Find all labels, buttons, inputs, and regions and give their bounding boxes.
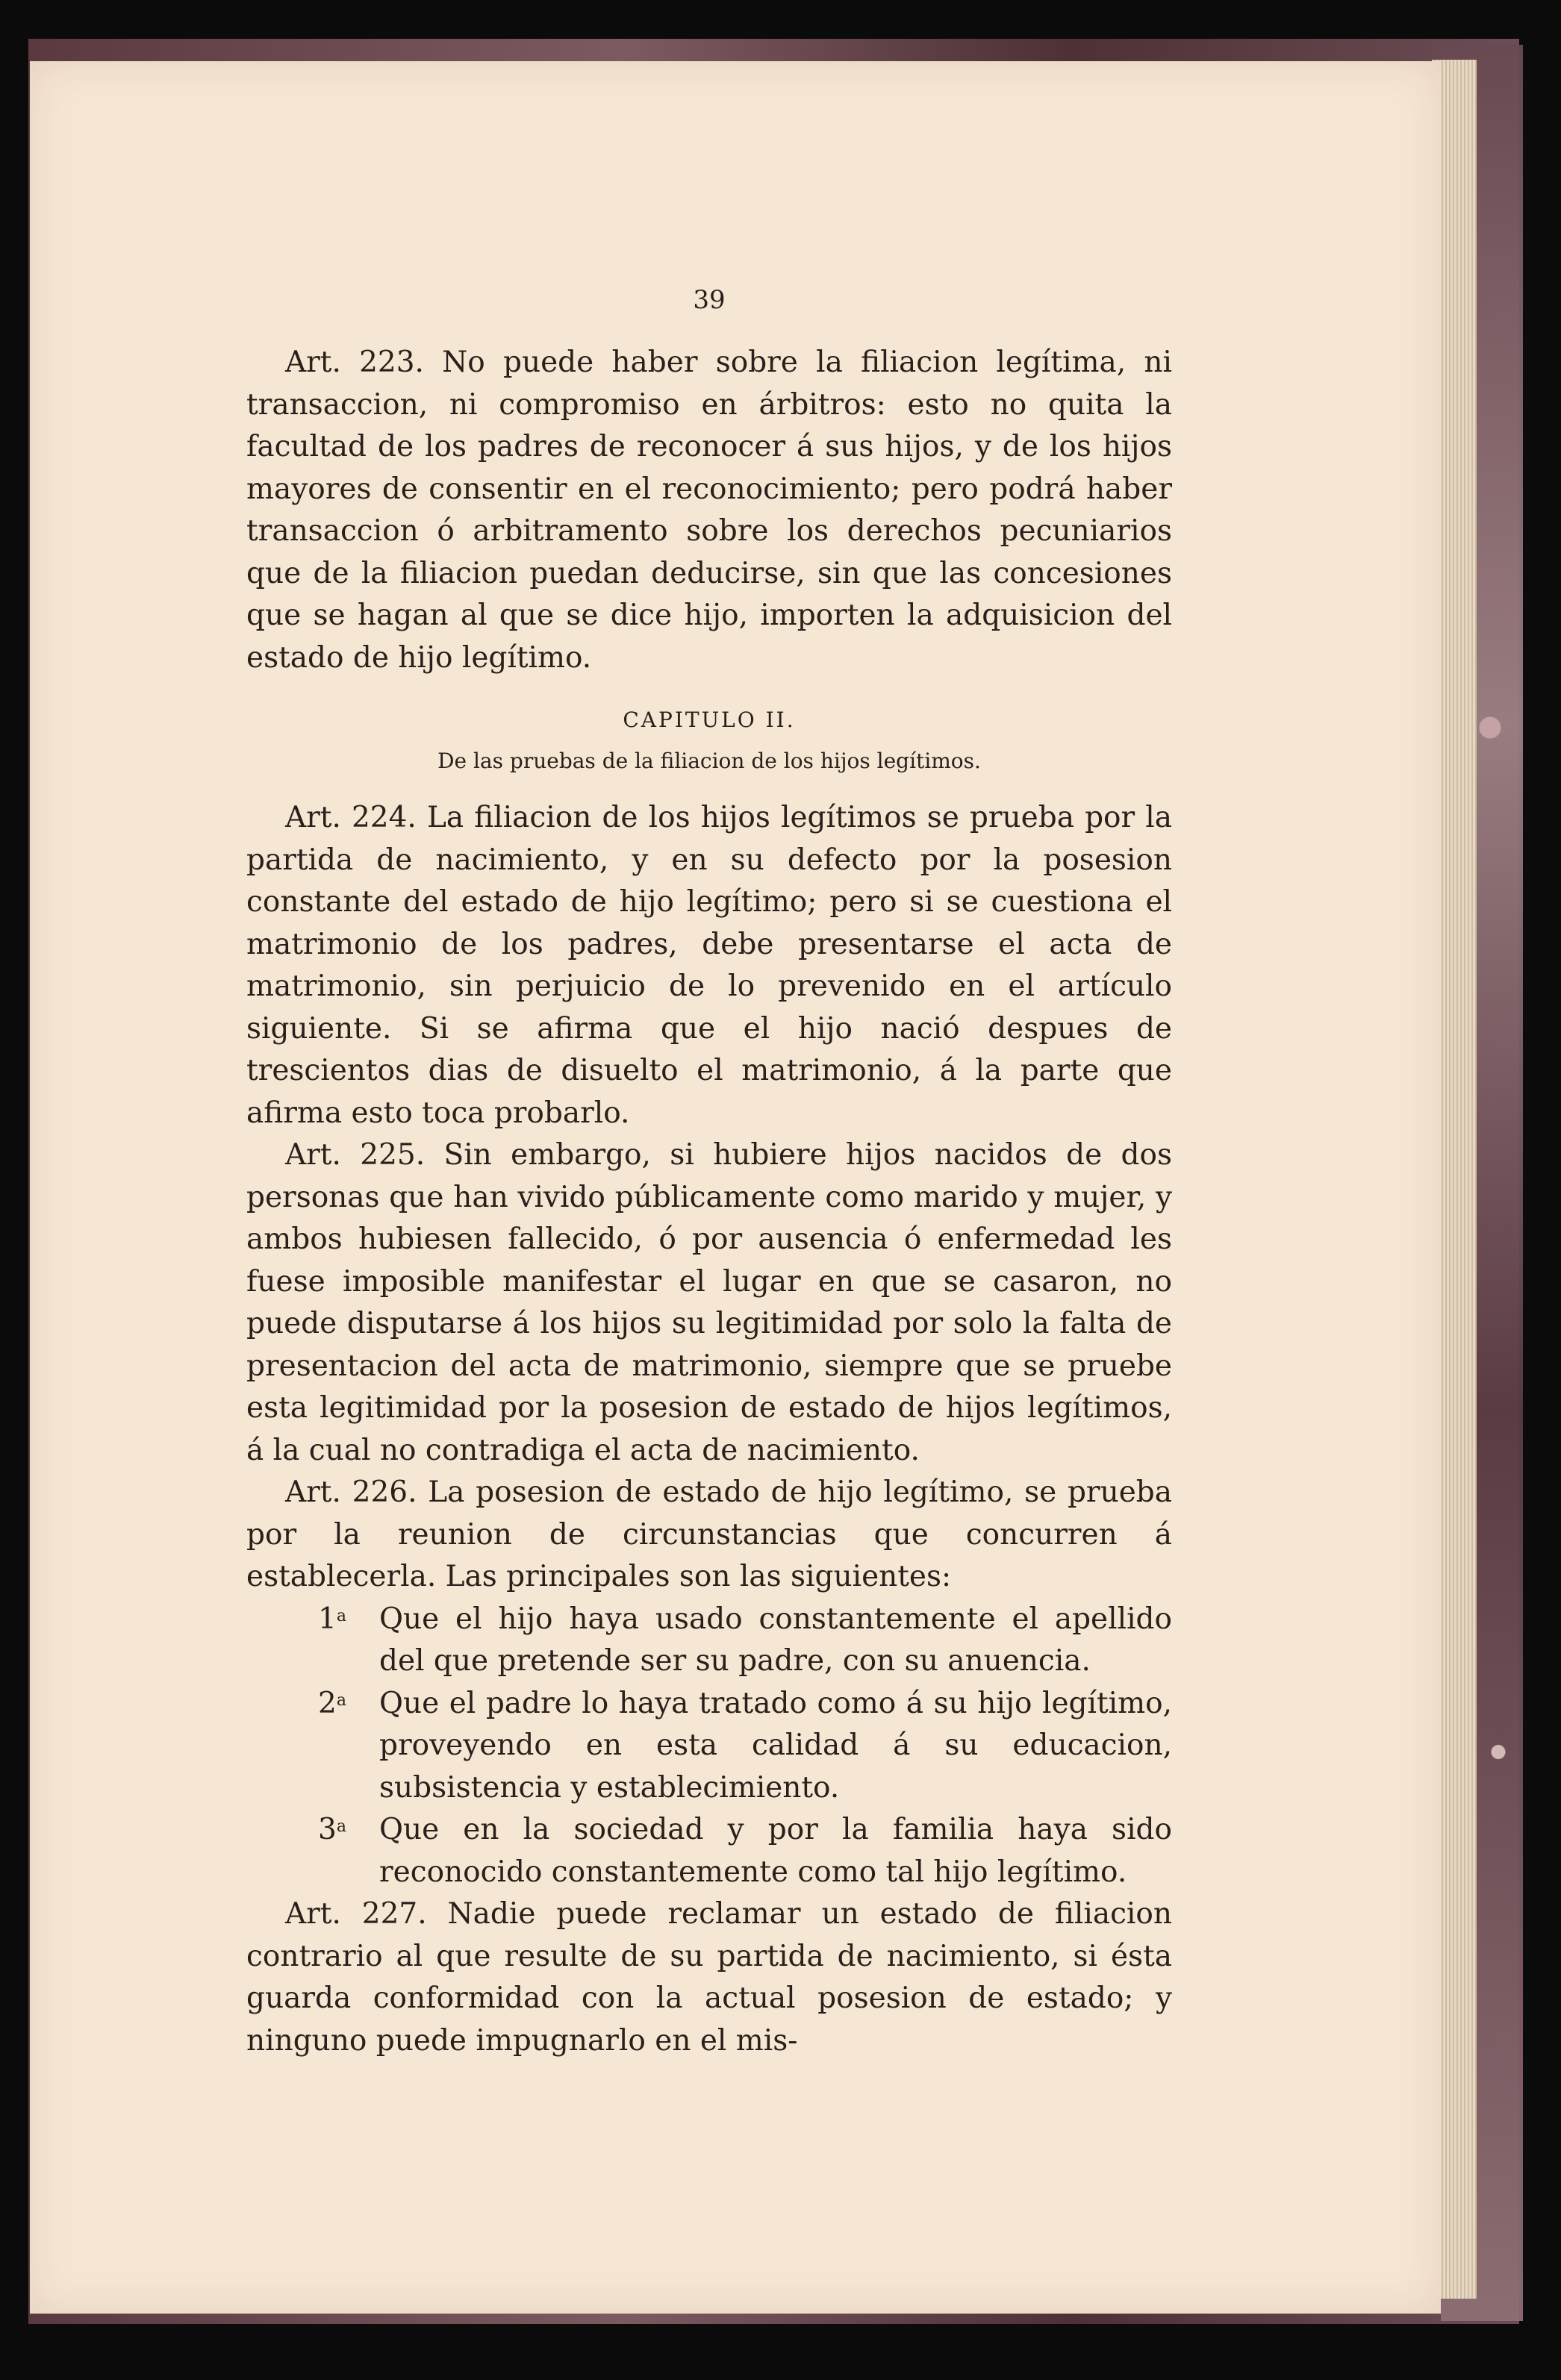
circumstances-list <box>246 1599 1172 1894</box>
list-item <box>318 1683 1172 1810</box>
list-item <box>318 1809 1172 1893</box>
list-marker: 3$^a$ <box>318 1813 346 1846</box>
list-marker: 1$^a$ <box>318 1602 346 1636</box>
list-item-text: Que en la sociedad y por la familia haya sido reconocido constantemente como tal hijo legítimo. <box>379 1813 1172 1889</box>
article-227: Art. 227. Nadie puede reclamar un estado de filiacion contrario al que resulte de su partida de nacimiento, si ésta guarda conformidad con la actual posesion de estado; y ninguno puede impugnarlo en el mis- <box>246 1897 1172 2058</box>
page-number: 39 <box>693 285 726 315</box>
article-225: Art. 225. Sin embargo, si hubiere hijos nacidos de dos personas que han vivido públicamente como marido y mujer, y ambos hubiesen fallecido, ó por ausencia ó enfermedad les fuese imposible manifestar el lugar en que se casaron, no puede disputarse á los hijos su legitimidad por solo la falta de presentacion del acta de matrimonio, siempre que se pruebe esta legitimidad por la posesion de estado de hijos legítimos, á la cual no contradiga el acta de nacimiento. <box>246 1138 1172 1467</box>
list-item <box>318 1599 1172 1683</box>
article-226: Art. 226. La posesion de estado de hijo legítimo, se prueba por la reunion de circunstancias que concurren á establecerla. Las principales son las siguientes: <box>246 1475 1172 1593</box>
article-224: Art. 224. La filiacion de los hijos legítimos se prueba por la partida de nacimiento, y en su defecto por la posesion constante del estado de hijo legítimo; pero si se cuestiona el matrimonio de los padres, debe presentarse el acta de matrimonio, sin perjuicio de lo prevenido en el artículo siguiente. Si se afirma que el hijo nació despues de trescientos dias de disuelto el matrimonio, á la parte que afirma esto toca probarlo. <box>246 801 1172 1130</box>
chapter-title: CAPITULO II. <box>623 708 796 732</box>
list-marker: 2$^a$ <box>318 1686 346 1720</box>
list-item-text: Que el hijo haya usado constantemente el apellido del que pretende ser su padre, con su anuencia. <box>379 1602 1172 1678</box>
page-content <box>246 342 1172 2062</box>
list-item-text: Que el padre lo haya tratado como á su hijo legítimo, proveyendo en esta calidad á su educacion, subsistencia y establecimiento. <box>379 1686 1172 1805</box>
article-223: Art. 223. No puede haber sobre la filiacion legítima, ni transaccion, ni compromiso en árbitros: esto no quita la facultad de los padres de reconocer á sus hijos, y de los hijos mayores de consentir en el reconocimiento; pero podrá haber transaccion ó arbitramento sobre los derechos pecuniarios que de la filiacion puedan deducirse, sin que las concesiones que se hagan al que se dice hijo, importen la adquisicion del estado de hijo legítimo. <box>246 346 1172 675</box>
chapter-subtitle: De las pruebas de la filiacion de los hijos legítimos. <box>437 749 981 773</box>
